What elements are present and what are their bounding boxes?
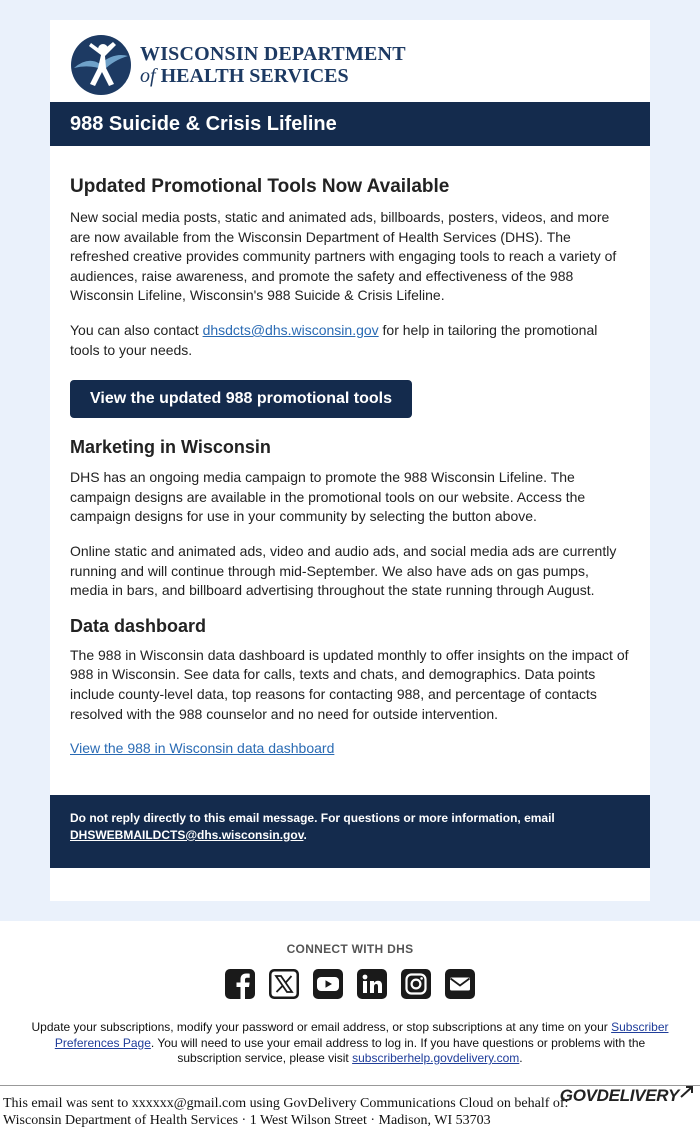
cta-wrapper (70, 380, 630, 418)
contact-prefix: You can also contact (70, 321, 203, 338)
do-not-reply-text: Do not reply directly to this email message. For questions or more information, email (70, 810, 555, 825)
banner-title: 988 Suicide & Crisis Lifeline (50, 102, 650, 146)
dashboard-link-line (70, 739, 630, 759)
govdelivery-wordmark: GOVDELIVERY (559, 1086, 679, 1105)
view-promotional-tools-button[interactable]: View the updated 988 promotional tools (70, 380, 412, 418)
subscription-notice (30, 1020, 670, 1067)
contact-email-link[interactable]: dhsdcts@dhs.wisconsin.gov (202, 321, 379, 338)
section-heading-marketing: Marketing in Wisconsin (70, 437, 271, 458)
contact-paragraph (70, 321, 630, 360)
dhs-webmail-link[interactable]: DHSWEBMAILDCTS@dhs.wisconsin.gov (70, 827, 304, 842)
email-icon[interactable] (445, 969, 475, 999)
logo-wordmark (140, 43, 406, 87)
contact-suffix: for help in tailoring the promotional tools to your needs. (70, 321, 598, 358)
dashboard-paragraph: The 988 in Wisconsin data dashboard is updated monthly to offer insights on the impact of 988 in Wisconsin. See data for calls, texts and chats, and demographics. Data points include county-level data, top reasons for contacting 988, and percentage of contacts resolved with the 988 counselor and no need for outside intervention. (70, 646, 629, 722)
linkedin-icon[interactable] (357, 969, 387, 999)
email-content (50, 176, 650, 759)
subscriber-preferences-link[interactable]: Subscriber Preferences Page (54, 1020, 669, 1050)
marketing-paragraph-2: Online static and animated ads, video and audio ads, and social media ads are currently running and will continue through mid-September. We also have ads on gas pumps, media in bars, and billboard advertising throughout the state running through August. (70, 542, 617, 599)
logo-line2-rest: HEALTH SERVICES (160, 65, 349, 87)
do-not-reply-end: . (303, 827, 307, 842)
connect-label: CONNECT WITH DHS (286, 942, 414, 956)
instagram-icon[interactable] (401, 969, 431, 999)
logo-of: of (140, 65, 156, 87)
govdelivery-logo[interactable] (560, 1086, 694, 1106)
dhs-logo[interactable] (50, 20, 650, 102)
section-heading-promotional: Updated Promotional Tools Now Available (70, 176, 450, 197)
email-card (50, 20, 650, 901)
logo-line2 (140, 65, 406, 87)
govdelivery-arrow-icon (680, 1086, 694, 1098)
section-heading-dashboard: Data dashboard (70, 615, 207, 636)
subs-text-3: . (519, 1051, 523, 1065)
dhs-emblem-icon (70, 34, 132, 96)
subscriber-help-link[interactable]: subscriberhelp.govdelivery.com (352, 1051, 520, 1065)
social-icons (0, 969, 700, 999)
subs-text-2: . You will need to use your email address to log in. If you have questions or problems with the subscription service, please visit (150, 1035, 646, 1065)
x-icon[interactable] (269, 969, 299, 999)
marketing-paragraph-1: DHS has an ongoing media campaign to promote the 988 Wisconsin Lifeline. The campaign designs are available in the promotional tools on our website. Access the campaign designs for use in your community by selecting the button above. (70, 469, 586, 525)
data-dashboard-link[interactable]: View the 988 in Wisconsin data dashboard (70, 740, 335, 757)
facebook-icon[interactable] (225, 969, 255, 999)
subs-text-1: Update your subscriptions, modify your password or email address, or stop subscriptions at any time on your (31, 1020, 612, 1034)
logo-line1: WISCONSIN DEPARTMENT (140, 43, 406, 65)
promotional-paragraph: New social media posts, static and animated ads, billboards, posters, videos, and more are now available from the Wisconsin Department of Health Services (DHS). The refreshed creative provides community partners with engaging tools to reach a variety of audiences, raise awareness, and promote the safety and effectiveness of the 988 Wisconsin Lifeline, Wisconsin's 988 Suicide & Crisis Lifeline. (70, 209, 617, 304)
sent-to-notice: This email was sent to xxxxxx@gmail.com using GovDelivery Communications Cloud on behalf of: Wisconsin Department of Health Services · 1 West Wilson Street · Madison, WI 53703 (3, 1095, 569, 1128)
youtube-icon[interactable] (313, 969, 343, 999)
do-not-reply-box (50, 795, 650, 868)
